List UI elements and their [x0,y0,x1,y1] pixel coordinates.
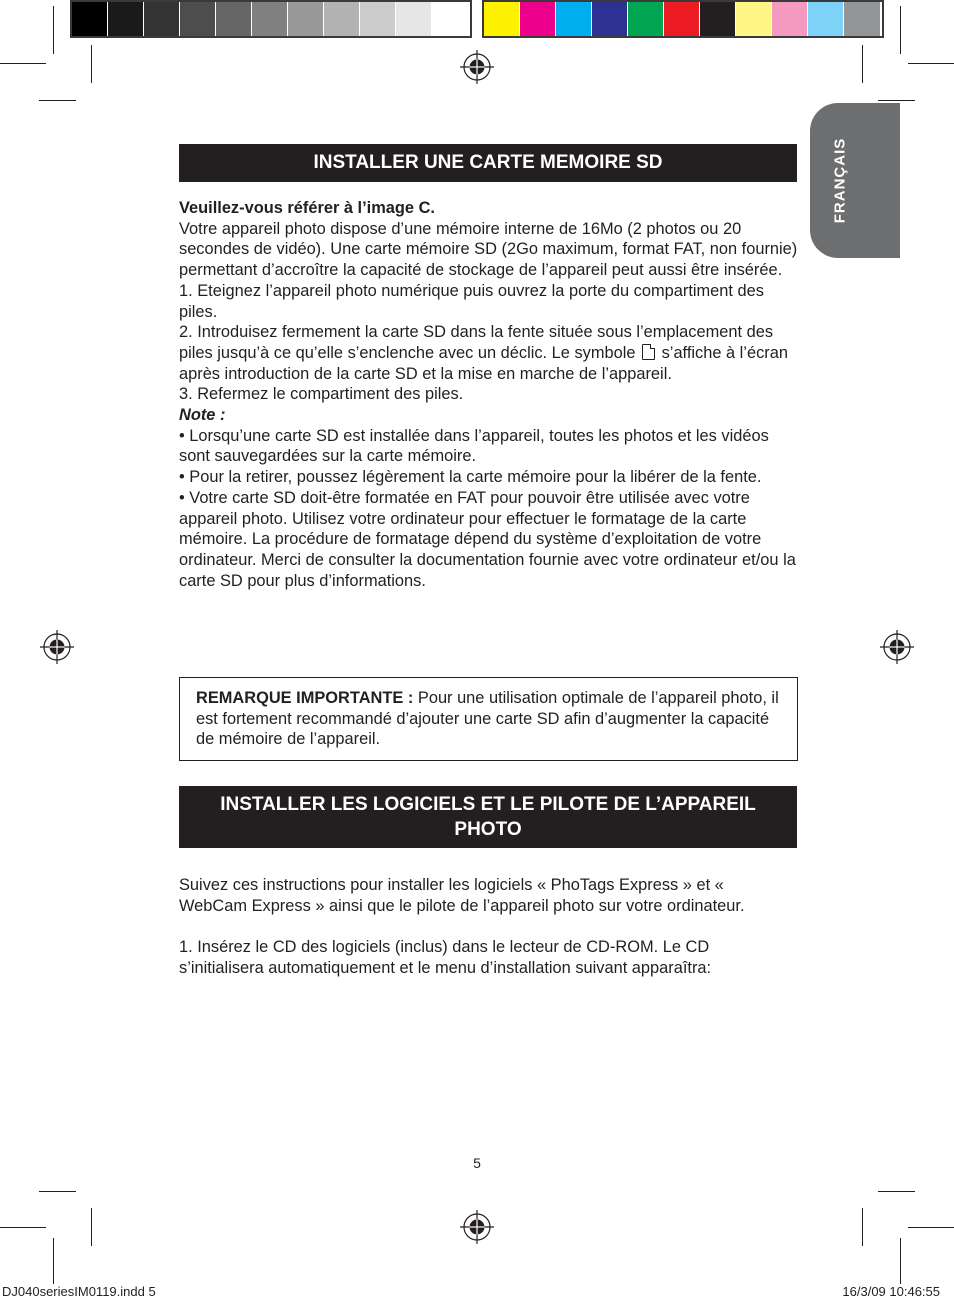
crop-mark [53,1238,54,1284]
step-3: 3. Refermez le compartiment des piles. [179,385,464,404]
color-swatch [324,2,360,36]
crop-mark [39,100,76,101]
important-note-text: Pour une utilisation optimale de l’appareil photo, il est fortement recommandé d’ajouter une carte SD afin d’augmenter la capacité de mémoire de l’appareil. [196,689,779,748]
sd-card-instructions [179,198,803,591]
crop-mark [878,100,915,101]
important-note-label: REMARQUE IMPORTANTE : [196,689,414,707]
crop-mark [39,1191,76,1192]
language-tab-label: FRANÇAIS [831,137,849,224]
crop-mark [0,1227,46,1228]
color-swatch [484,2,520,36]
intro-reference: Veuillez-vous référer à l’image C. [179,199,435,217]
color-swatch [520,2,556,36]
grey-calibration-bar [70,0,472,38]
paragraph: Suivez ces instructions pour installer les logiciels « PhoTags Express » et « WebCam Express » ainsi que le pilote de l’appareil photo sur votre ordinateur. [179,876,745,915]
crop-mark [91,1208,92,1246]
color-swatch [808,2,844,36]
color-calibration-bar [482,0,884,38]
registration-mark-icon [40,630,74,664]
crop-mark [862,1208,863,1246]
step-1: 1. Eteignez l’appareil photo numérique puis ouvrez la porte du compartiment des piles. [179,281,764,321]
color-swatch [216,2,252,36]
note-label: Note : [179,406,226,425]
language-tab [810,103,900,258]
registration-mark-icon [880,630,914,664]
step-1: 1. Insérez le CD des logiciels (inclus) dans le lecteur de CD-ROM. Le CD s’initialisera automatiquement et le menu d’installation suivant apparaîtra: [179,938,712,977]
bullet-item: • Votre carte SD doit-être formatée en FAT pour pouvoir être utilisée avec votre appareil photo. Utilisez votre ordinateur pour effectuer le formatage de la carte mémoire. La procédure de formatage dépend du système d’exploitation de votre ordinateur. Merci de consulter la documentation fournie avec votre ordinateur et/ou la carte SD pour plus d’informations. [179,488,796,590]
crop-mark [900,1238,901,1284]
color-swatch [556,2,592,36]
color-swatch [144,2,180,36]
color-swatch [252,2,288,36]
color-swatch [288,2,324,36]
color-swatch [664,2,700,36]
color-swatch [108,2,144,36]
crop-mark [862,45,863,83]
crop-mark [900,6,901,54]
software-instructions [179,875,769,979]
footer-filename: DJ040seriesIM0119.indd 5 [2,1284,156,1299]
important-note-box [179,677,798,761]
section-heading-sd-card: INSTALLER UNE CARTE MEMOIRE SD [179,144,797,182]
crop-mark [878,1191,915,1192]
color-swatch [628,2,664,36]
color-swatch [432,2,468,36]
color-swatch [844,2,880,36]
crop-mark [908,63,954,64]
color-swatch [72,2,108,36]
footer-timestamp: 16/3/09 10:46:55 [842,1284,940,1299]
paragraph: Votre appareil photo dispose d’une mémoire interne de 16Mo (2 photos ou 20 secondes de vidéo). Une carte mémoire SD (2Go maximum, format FAT, non fournie) permettant d’accroître la capacité de stockage de l’appareil peut aussi être insérée. [179,219,798,280]
step-2 [179,322,803,384]
section-heading-software: INSTALLER LES LOGICIELS ET LE PILOTE DE L’APPAREIL PHOTO [179,786,797,848]
crop-mark [53,6,54,54]
color-swatch [772,2,808,36]
color-swatch [180,2,216,36]
page-number: 5 [473,1155,481,1171]
sd-card-icon [642,344,655,360]
color-swatch [700,2,736,36]
crop-mark [908,1227,954,1228]
crop-mark [0,63,46,64]
color-swatch [360,2,396,36]
registration-mark-icon [460,1210,494,1244]
step-2-text-cont: s’affiche à l’écran après introduction de la carte SD et la mise en marche de l’appareil. [179,343,788,383]
color-swatch [396,2,432,36]
color-swatch [592,2,628,36]
bullet-item: • Pour la retirer, poussez légèrement la carte mémoire pour la libérer de la fente. [179,468,762,487]
bullet-item: • Lorsqu’une carte SD est installée dans l’appareil, toutes les photos et les vidéos sont sauvegardées sur la carte mémoire. [179,426,769,466]
color-swatch [736,2,772,36]
registration-mark-icon [460,50,494,84]
step-2-text: 2. Introduisez fermement la carte SD dans la fente située sous l’emplacement des piles jusqu’à ce qu’elle s’enclenche avec un déclic. Le symbole [179,323,774,362]
crop-mark [91,45,92,83]
